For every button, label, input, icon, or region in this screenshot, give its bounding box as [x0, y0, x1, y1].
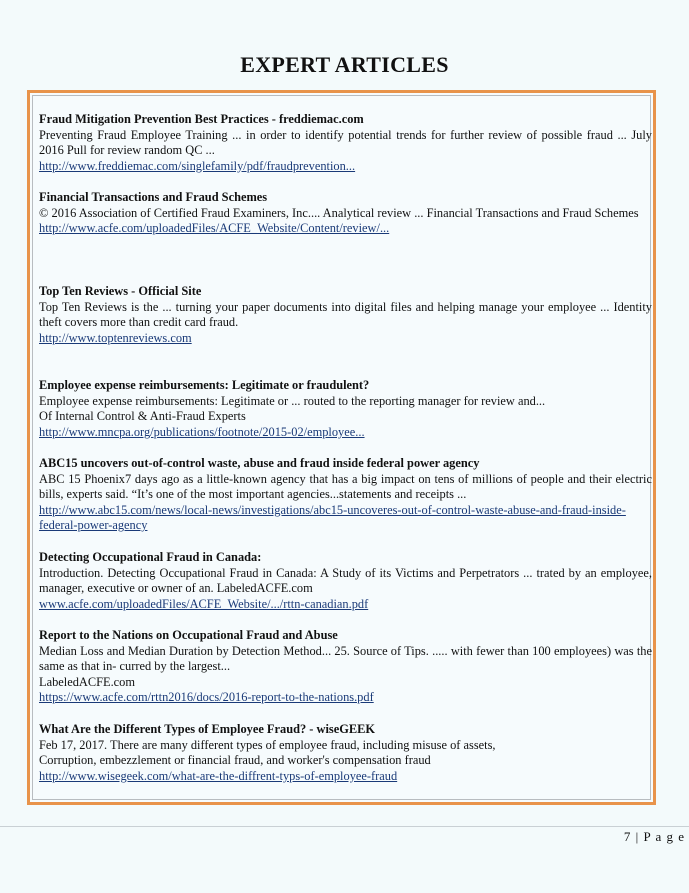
article-description: ABC 15 Phoenix7 days ago as a little-known agency that has a big impact on tens of millions of people and their electric bills, experts said. “It’s one of the most important agencies...statements and receipts ...	[39, 471, 652, 502]
footer-divider	[0, 826, 689, 827]
article-description: Top Ten Reviews is the ... turning your paper documents into digital files and helping manage your employee ... Identity theft covers more than credit card fraud.	[39, 299, 652, 330]
article-item	[39, 112, 652, 174]
article-link[interactable]: http://www.abc15.com/news/local-news/investigations/abc15-uncoveres-out-of-control-waste-abuse-and-fraud-inside-federal-power-agency	[39, 502, 626, 533]
page-number: 7 | P a g e	[623, 829, 685, 844]
page-title: EXPERT ARTICLES	[240, 52, 449, 77]
article-description: Feb 17, 2017. There are many different types of employee fraud, including misuse of assets,	[39, 737, 496, 752]
article-link[interactable]: http://www.toptenreviews.com	[39, 330, 192, 345]
article-item	[39, 284, 652, 346]
article-item	[39, 456, 652, 534]
article-link[interactable]: http://www.freddiemac.com/singlefamily/pdf/fraudprevention...	[39, 158, 356, 173]
article-description: Introduction. Detecting Occupational Fraud in Canada: A Study of its Victims and Perpetrators ... trated by an employee, manager, executive or owner of an. LabeledACFE.com	[39, 565, 652, 596]
article-item	[39, 722, 652, 784]
article-link[interactable]: http://www.acfe.com/uploadedFiles/ACFE_Website/Content/review/...	[39, 221, 390, 236]
article-description: Of Internal Control & Anti-Fraud Experts	[39, 409, 246, 424]
article-link[interactable]: http://www.wisegeek.com/what-are-the-diffrent-typs-of-employee-fraud	[39, 768, 398, 783]
article-title: What Are the Different Types of Employee Fraud? - wiseGEEK	[39, 722, 376, 736]
article-item	[39, 628, 652, 706]
article-description: © 2016 Association of Certified Fraud Examiners, Inc.... Analytical review ... Financial Transactions and Fraud Schemes	[39, 205, 639, 220]
article-link[interactable]: http://www.mncpa.org/publications/footnote/2015-02/employee...	[39, 424, 365, 439]
article-item	[39, 550, 652, 612]
article-link[interactable]: https://www.acfe.com/rttn2016/docs/2016-report-to-the-nations.pdf	[39, 690, 374, 705]
article-title: Fraud Mitigation Prevention Best Practices - freddiemac.com	[39, 112, 364, 126]
article-link[interactable]: www.acfe.com/uploadedFiles/ACFE_Website/.../rttn-canadian.pdf	[39, 596, 369, 611]
article-title: Report to the Nations on Occupational Fraud and Abuse	[39, 628, 338, 642]
article-description: Median Loss and Median Duration by Detection Method... 25. Source of Tips. ..... with fewer than 100 employees) was the same as that in- curred by the largest...	[39, 643, 652, 674]
article-title: ABC15 uncovers out-of-control waste, abuse and fraud inside federal power agency	[39, 456, 480, 470]
article-description: LabeledACFE.com	[39, 674, 136, 689]
article-title: Top Ten Reviews - Official Site	[39, 284, 202, 298]
article-item	[39, 190, 652, 237]
article-description: Corruption, embezzlement or financial fraud, and worker's compensation fraud	[39, 753, 431, 768]
article-item	[39, 378, 652, 440]
article-title: Detecting Occupational Fraud in Canada:	[39, 550, 262, 564]
article-description: Preventing Fraud Employee Training ... in order to identify potential trends for further review of possible fraud ... July 2016 Pull for review random QC ...	[39, 127, 652, 158]
article-description: Employee expense reimbursements: Legitimate or ... routed to the reporting manager for review and...	[39, 393, 546, 408]
article-title: Employee expense reimbursements: Legitimate or fraudulent?	[39, 378, 370, 392]
article-title: Financial Transactions and Fraud Schemes	[39, 190, 268, 204]
